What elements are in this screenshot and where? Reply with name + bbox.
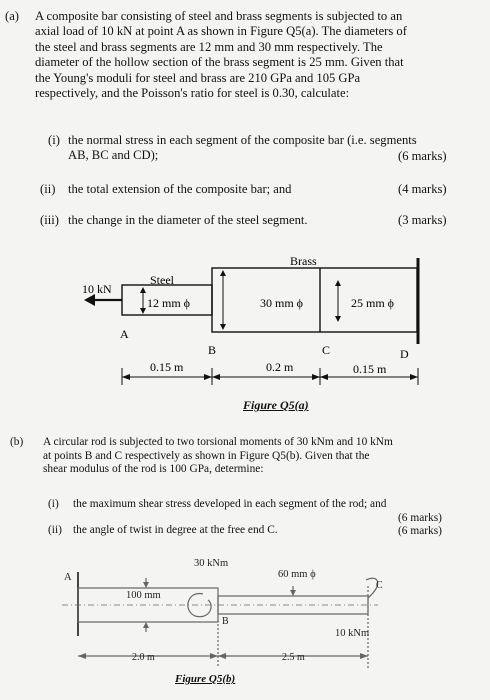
length-bc: 2.5 m (282, 652, 305, 663)
q-b-i-text: the maximum shear stress developed in each segment of the rod; and (73, 498, 387, 510)
intro-line: at points B and C respectively as shown in Figure Q5(b). Given that the (43, 449, 370, 462)
torque-c-label: 10 kNm (335, 628, 370, 639)
dia-right-label: 60 mm ϕ (278, 569, 316, 580)
q-a-ii-marks: (4 marks) (398, 182, 447, 196)
q-b-ii-marks: (6 marks) (398, 525, 442, 537)
point-c-label: C (376, 580, 383, 591)
q-line: AB, BC and CD); (68, 148, 159, 163)
q-b-ii-text: the angle of twist in degree at the free end C. (73, 524, 278, 536)
steel-label: Steel (150, 273, 174, 287)
brass-dia-label: 30 mm ϕ (260, 296, 303, 310)
q-b-i-marks: (6 marks) (398, 512, 442, 524)
figure-q5b-caption: Figure Q5(b) (175, 673, 236, 685)
q-a-iii-marks: (3 marks) (398, 213, 447, 227)
point-b-label: B (208, 343, 217, 357)
length-cd: 0.15 m (353, 362, 387, 376)
steel-dia-label: 12 mm ϕ (147, 296, 190, 310)
intro-line: diameter of the hollow section of the brass segment is 25 mm. Given that (35, 55, 404, 70)
q-a-ii-num: (ii) (40, 182, 56, 196)
point-b-label: B (222, 616, 229, 627)
brass-label: Brass (290, 254, 317, 268)
intro-line: axial load of 10 kN at point A as shown in Figure Q5(a). The diameters of (35, 24, 407, 39)
point-a-label: A (64, 572, 72, 583)
part-b-label: (b) (10, 436, 24, 448)
q-a-iii-num: (iii) (40, 213, 59, 227)
hollow-dia-label: 25 mm ϕ (351, 296, 394, 310)
figure-q5a-diagram (0, 240, 490, 415)
q-a-ii-text: the total extension of the composite bar; and (68, 182, 292, 196)
q-a-i-marks: (6 marks) (398, 149, 447, 163)
length-bc: 0.2 m (266, 360, 294, 374)
length-ab: 0.15 m (150, 360, 184, 374)
intro-line: the steel and brass segments are 12 mm and 30 mm respectively. The (35, 39, 383, 54)
intro-line: the Young's moduli for steel and brass are 210 GPa and 105 GPa (35, 70, 361, 85)
q-b-i-num: (i) (48, 498, 59, 510)
torque-b-label: 30 kNm (194, 558, 229, 569)
part-b-intro (43, 436, 473, 477)
intro-line: A circular rod is subjected to two torsional moments of 30 kNm and 10 kNm (43, 436, 393, 448)
q-a-i-num: (i) (48, 133, 60, 147)
intro-line: A composite bar consisting of steel and brass segments is subjected to an (35, 9, 403, 23)
figure-q5a-caption: Figure Q5(a) (243, 398, 309, 412)
load-label: 10 kN (82, 282, 112, 296)
q-line: the normal stress in each segment of the composite bar (i.e. segments (68, 133, 417, 147)
point-a-label: A (120, 327, 129, 341)
part-a-intro (35, 9, 475, 101)
dia-left-label: 100 mm (126, 590, 161, 601)
point-d-label: D (400, 347, 409, 361)
intro-line: shear modulus of the rod is 100 GPa, determine: (43, 463, 264, 476)
q-a-iii-text: the change in the diameter of the steel segment. (68, 213, 308, 227)
length-ab: 2.0 m (132, 652, 155, 663)
figure-q5b-diagram (0, 550, 490, 680)
part-a-label: (a) (5, 9, 19, 23)
intro-line: respectively, and the Poisson's ratio for steel is 0.30, calculate: (35, 86, 350, 101)
point-c-label: C (322, 343, 331, 357)
q-b-ii-num: (ii) (48, 524, 62, 536)
